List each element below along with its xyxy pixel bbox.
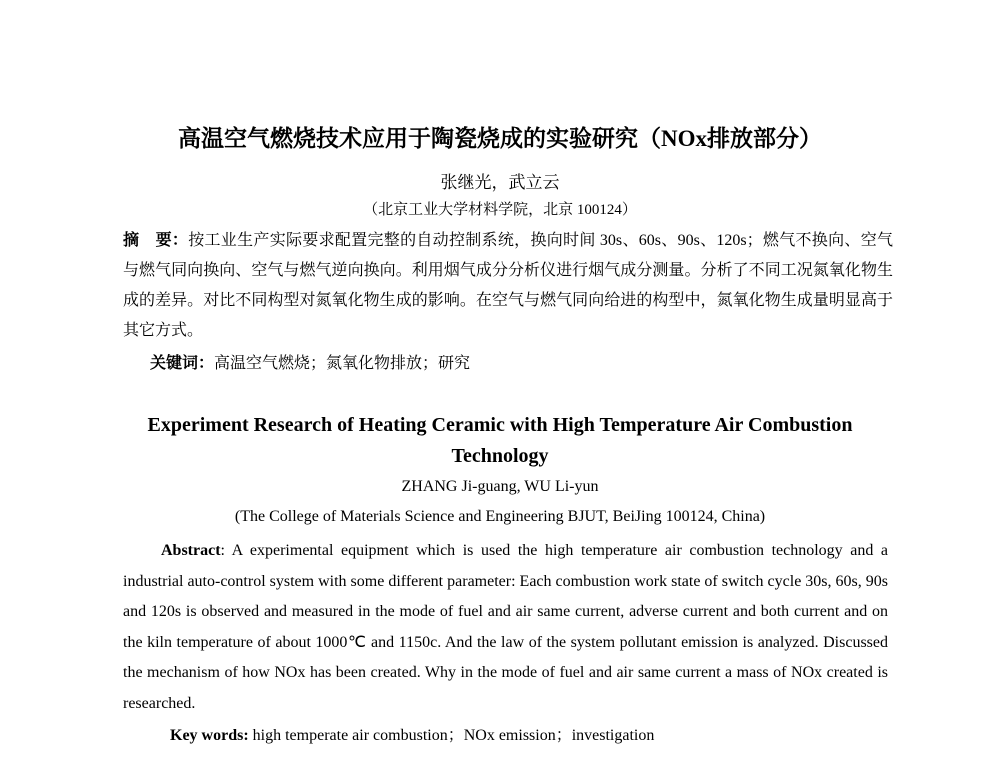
english-keywords-text: high temperate air combustion；NOx emission；investigation <box>248 727 655 744</box>
english-title-text: Experiment Research of Heating Ceramic with High Temperature Air Combustion Technology <box>147 414 853 467</box>
chinese-abstract-text: 按工业生产实际要求配置完整的自动控制系统，换向时间 30s、60s、90s、120s；燃气不换向、空气与燃气同向换向、空气与燃气逆向换向。利用烟气成分分析仪进行烟气成分测量。分析了不同工况氮氧化物生成的差异。对比不同构型对氮氧化物生成的影响。在空气与燃气同向给进的构型中，氮氧化物生成量明显高于其它方式。 <box>123 232 893 339</box>
chinese-affiliation: （北京工业大学材料学院，北京 100124） <box>363 202 637 218</box>
english-keywords-label: Key words: <box>170 727 249 744</box>
chinese-authors: 张继光，武立云 <box>440 173 560 192</box>
english-abstract-label: Abstract <box>161 542 221 559</box>
english-title <box>0 410 1000 472</box>
english-abstract-text: : A experimental equipment which is used the high temperature air combustion technology and a industrial auto-control system with some different parameter: Each combustion work state of switch cycle 30s, 60s, 90s and 120s is observed and measured in the mode of fuel and air same current, adverse current and both current and on the kiln temperature of about 1000℃ and 1150c. And the law of the system pollutant emission is analyzed. Discussed the mechanism of how NOx has been created. Why in the mode of fuel and air same current a mass of NOx created is researched. <box>123 542 888 712</box>
english-authors: ZHANG Ji-guang, WU Li-yun <box>401 478 599 495</box>
chinese-abstract <box>123 226 893 346</box>
english-abstract <box>123 536 888 719</box>
chinese-keywords-label: 关键词： <box>150 355 215 372</box>
chinese-title: 高温空气燃烧技术应用于陶瓷烧成的实验研究（NOx排放部分） <box>178 126 822 151</box>
english-affiliation: (The College of Materials Science and Engineering BJUT, BeiJing 100124, China) <box>234 508 766 525</box>
english-keywords <box>170 722 654 745</box>
chinese-keywords-text: 高温空气燃烧；氮氧化物排放；研究 <box>214 355 471 372</box>
chinese-abstract-label: 摘 要： <box>123 232 189 249</box>
chinese-keywords <box>150 350 470 373</box>
